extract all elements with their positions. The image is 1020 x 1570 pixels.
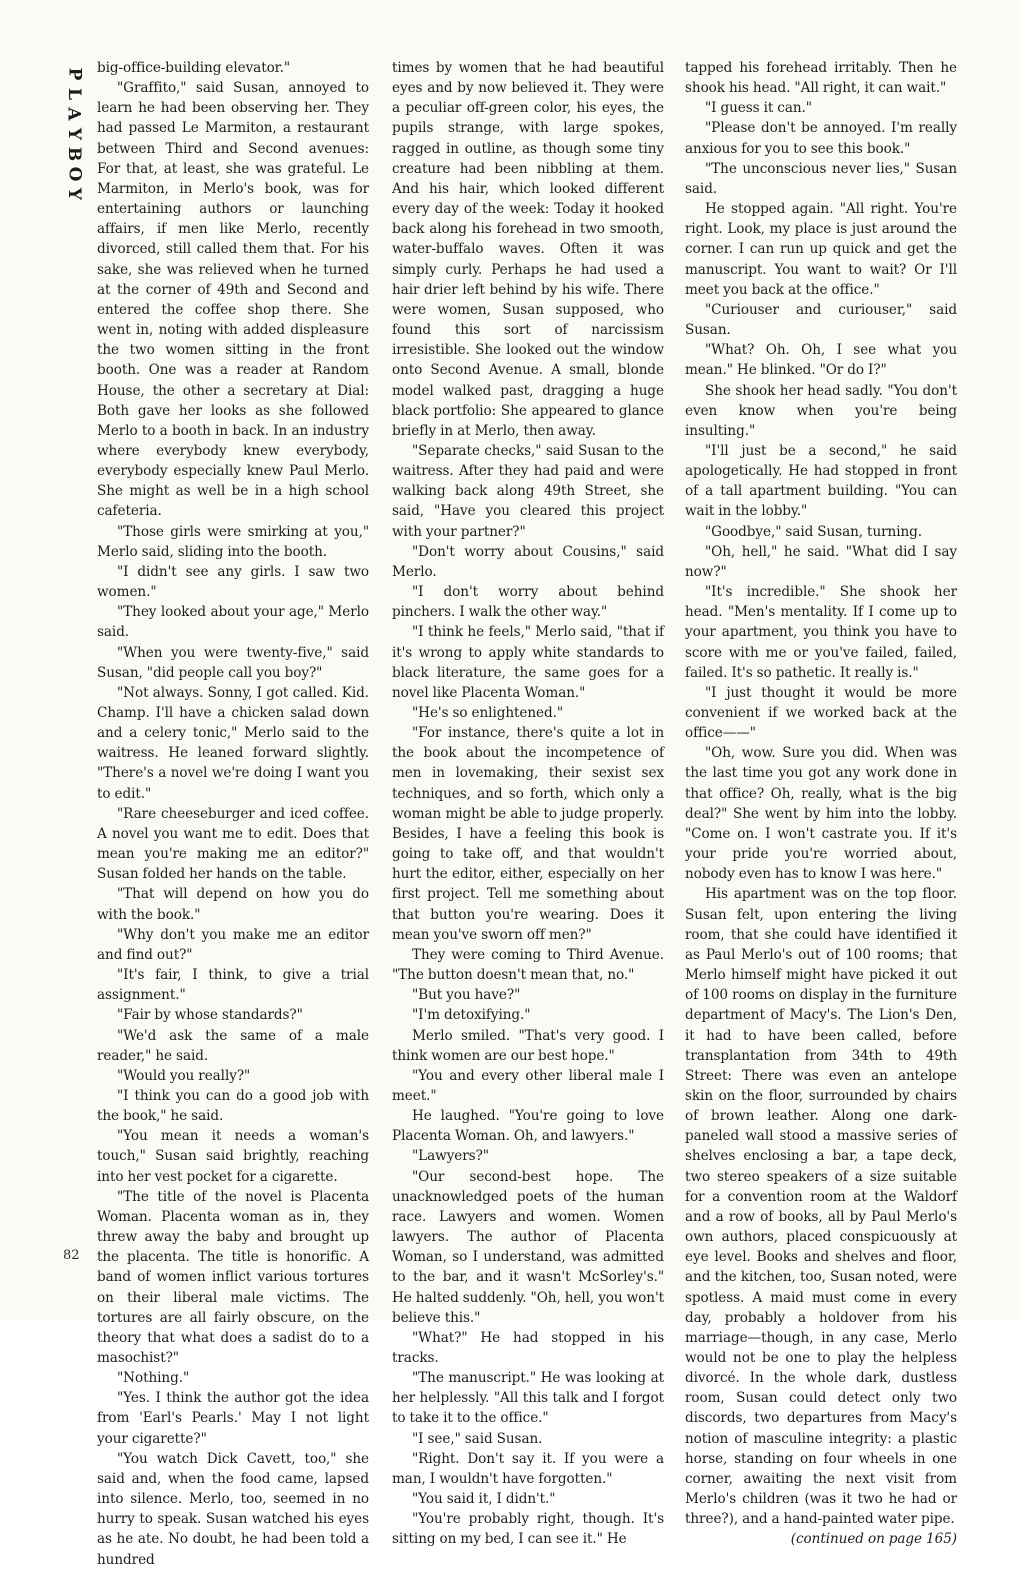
page-number: 82 xyxy=(63,1248,80,1263)
masthead-letter: O xyxy=(64,166,84,182)
masthead-letter: B xyxy=(64,146,84,162)
paragraph: "Goodbye," said Susan, turning. xyxy=(705,523,923,540)
paragraph: "You said it, I didn't." xyxy=(412,1491,556,1508)
paragraph: "Oh, wow. Sure you did. When was the last time you got any work done in that office? Oh, really, what is the big deal?" She went by him into the lobby. "Come on. I won't castrate you. If it's your pride you're worried about, nobody even has to know I was here." xyxy=(685,745,957,883)
paragraph: "Lawyers?" xyxy=(412,1148,489,1165)
paragraph: "It's fair, I think, to give a trial assignment." xyxy=(97,967,369,1004)
paragraph: "Our second-best hope. The unacknowledged poets of the human race. Lawyers and women. Women lawyers. The author of Placenta Woman, so I understand, was admitted to the bar, and it wasn't McSorley's." He halted suddenly. "Oh, hell, you won't believe this." xyxy=(392,1168,665,1326)
paragraph: "I didn't see any girls. I saw two women." xyxy=(97,563,369,601)
paragraph: "Graffito," said Susan, annoyed to learn he had been observing her. They had passed Le Marmiton, a restaurant between Third and Second avenues: For that, at least, she was grateful. Le Marmiton, in Merlo's book, was for entertaining authors or launching affairs, if men like Merlo, recently divorced, still called them that. For his sake, she was relieved when he turned at the corner of 49th and Second and entered the coffee shop there. She went in, noting with added displeasure the two women sitting in the front booth. One was a reader at Random House, the other a secretary at Dial: Both gave her looks as she followed Merlo to a booth in back. In an industry where everybody knew everybody, everybody especially knew Paul Merlo. She might as well be in a high school cafeteria. xyxy=(97,80,369,520)
paragraph: "You're probably right, though. It's sitting on my bed, I can see it." He xyxy=(392,1511,664,1548)
continued-note: (continued on page 165) xyxy=(790,1531,957,1548)
paragraph: "Curiouser and curiouser," said Susan. xyxy=(685,301,957,339)
paragraph: "Would you really?" xyxy=(117,1067,251,1084)
paragraph: "Yes. I think the author got the idea from 'Earl's Pearls.' May I not light your cigarette?" xyxy=(97,1390,369,1447)
masthead-letter: A xyxy=(63,107,84,121)
paragraph: He laughed. "You're going to love Placenta Woman. Oh, and lawyers." xyxy=(392,1108,664,1145)
paragraph: "I think he feels," Merlo said, "that if it's wrong to apply white standards to black literature, the same goes for a novel like Placenta Woman." xyxy=(392,624,664,701)
text-column-1 xyxy=(97,58,369,1570)
paragraph: "He's so enlightened." xyxy=(412,705,564,721)
paragraph: tapped his forehead irritably. Then he shook his head. "All right, it can wait." xyxy=(685,60,957,97)
paragraph: "It's incredible." She shook her head. "Men's mentality. If I come up to your apartment, you think you have to score with me or you've failed, failed, failed. It's so pathetic. It really is." xyxy=(685,584,957,681)
paragraph: "What?" He had stopped in his tracks. xyxy=(392,1329,664,1366)
paragraph: "Nothing." xyxy=(117,1370,190,1387)
paragraph: "Those girls were smirking at you," Merlo said, sliding into the booth. xyxy=(97,523,369,560)
paragraph: "I guess it can." xyxy=(705,100,812,117)
paragraph: "We'd ask the same of a male reader," he said. xyxy=(97,1027,369,1064)
paragraph: "I'm detoxifying." xyxy=(412,1007,531,1024)
magazine-masthead xyxy=(60,64,88,204)
paragraph: "Why don't you make me an editor and find out?" xyxy=(97,926,369,963)
paragraph: "The title of the novel is Placenta Woman. Placenta woman as in, they threw away the baby and brought up the placenta. The title is honorific. A band of women inflict various tortures on their liberal male victims. The tortures are all fairly obscure, on the theory that what does a sadist do to a masochist?" xyxy=(97,1188,369,1366)
paragraph: "The unconscious never lies," Susan said. xyxy=(685,160,957,197)
paragraph: "Right. Don't say it. If you were a man, I wouldn't have forgotten." xyxy=(392,1450,664,1487)
paragraph: Merlo smiled. "That's very good. I think women are our best hope." xyxy=(392,1027,664,1064)
paragraph: big-office-building elevator." xyxy=(97,60,291,76)
paragraph: "I just thought it would be more convenient if we worked back at the office——" xyxy=(685,684,957,742)
paragraph: "Oh, hell," he said. "What did I say now?" xyxy=(685,543,957,580)
masthead-letter: L xyxy=(63,88,84,100)
paragraph: "I don't worry about behind pinchers. I walk the other way." xyxy=(392,584,664,621)
masthead-letter: P xyxy=(63,67,84,81)
paragraph: His apartment was on the top floor. Susan felt, upon entering the living room, that she could have identified it as Paul Merlo's out of 100 rooms; that Merlo himself might have picked it out of 100 rooms on display in the furniture department of Macy's. The Lion's Den, it had to have been called, before transplantation from 34th to 49th Street: There was even an antelope skin on the floor, surrounded by chairs of brown leather. Along one dark-paneled wall stood a massive series of shelves enclosing a bar, a tape deck, two stereo speakers of a size suitable for a convention room at the Waldorf and a row of books, all by Paul Merlo's own authors, placed conspicuously at eye level. Books and shelves and floor, and the kitchen, too, Susan noted, were spotless. A maid must come in every day, probably a holdover from his marriage—though, in any case, Merlo would not be one to play the helpless divorcé. In the whole dark, dustless room, Susan could detect only two discords, two departures from Macy's notion of masculine integrity: a plastic horse, standing on four wheels in one corner, awaiting the next visit from Merlo's children (was it two he had or three?), and a hand-painted water pipe. xyxy=(685,886,957,1528)
paragraph: He stopped again. "All right. You're right. Look, my place is just around the corner. I can run up quick and get the manuscript. You want to wait? Or I'll meet you back at the office." xyxy=(685,201,957,298)
paragraph: "You mean it needs a woman's touch," Susan said brightly, reaching into her vest pocket for a cigarette. xyxy=(97,1128,369,1185)
paragraph: "You and every other liberal male I meet." xyxy=(392,1067,664,1104)
paragraph: "I'll just be a second," he said apologetically. He had stopped in front of a tall apartment building. "You can wait in the lobby." xyxy=(685,442,957,520)
paragraph: "Rare cheeseburger and iced coffee. A novel you want me to edit. Does that mean you're making me an editor?" Susan folded her hands on the table. xyxy=(97,805,369,883)
text-column-2 xyxy=(392,58,664,1550)
paragraph: "For instance, there's quite a lot in the book about the incompetence of men in lovemaking, their sexist sex techniques, and so forth, which only a woman might be able to judge properly. Besides, I have a feeling this book is going to take off, and that wouldn't hurt the editor, either, especially on her first project. Tell me something about that button you're wearing. Does it mean you've sworn off men?" xyxy=(392,725,664,943)
paragraph: "Separate checks," said Susan to the waitress. After they had paid and were walking back along 49th Street, she said, "Have you cleared this project with your partner?" xyxy=(392,442,664,540)
paragraph: "Not always. Sonny, I got called. Kid. Champ. I'll have a chicken salad down and a celery tonic," Merlo said to the waitress. He leaned forward slightly. "There's a novel we're doing I want you to edit." xyxy=(97,684,369,802)
paragraph: "Please don't be annoyed. I'm really anxious for you to see this book." xyxy=(685,120,957,157)
paragraph: "But you have?" xyxy=(412,987,521,1004)
paragraph: "They looked about your age," Merlo said. xyxy=(97,604,369,641)
paragraph: "The manuscript." He was looking at her helplessly. "All this talk and I forgot to take it to the office." xyxy=(392,1370,664,1427)
paragraph: times by women that he had beautiful eyes and by now believed it. They were a peculiar off-green color, his eyes, the pupils strange, with large spokes, ragged in outline, as though some tiny creature had been nibbling at them. And his hair, which looked different every day of the week: Today it hooked back along his forehead in two smooth, water-buffalo waves. Often it was simply curly. Perhaps he had used a hair drier left behind by his wife. There were women, Susan supposed, who found this sort of narcissism irresistible. She looked out the window onto Second Avenue. A small, blonde model walked past, dragging a huge black portfolio: She appeared to glance briefly in at Merlo, then away. xyxy=(392,60,664,439)
paragraph: She shook her head sadly. "You don't even know when you're being insulting." xyxy=(685,382,957,439)
paragraph: They were coming to Third Avenue. "The button doesn't mean that, no." xyxy=(392,946,664,984)
masthead-letter: Y xyxy=(63,127,84,141)
paragraph: "I think you can do a good job with the book," he said. xyxy=(97,1087,369,1125)
paragraph: "You watch Dick Cavett, too," she said and, when the food came, lapsed into silence. Merlo, too, seemed in no hurry to speak. Susan watched his eyes as he ate. No doubt, he had been told a hundred xyxy=(97,1450,369,1568)
text-column-3 xyxy=(685,58,957,1550)
paragraph: "When you were twenty-five," said Susan, "did people call you boy?" xyxy=(97,644,369,681)
paragraph: "That will depend on how you do with the book." xyxy=(97,886,369,923)
paragraph: "Fair by whose standards?" xyxy=(117,1007,303,1024)
masthead-letter: Y xyxy=(63,187,84,201)
paragraph: "I see," said Susan. xyxy=(412,1430,543,1447)
paragraph: "What? Oh. Oh, I see what you mean." He blinked. "Or do I?" xyxy=(685,342,957,379)
paragraph: "Don't worry about Cousins," said Merlo. xyxy=(392,543,664,580)
